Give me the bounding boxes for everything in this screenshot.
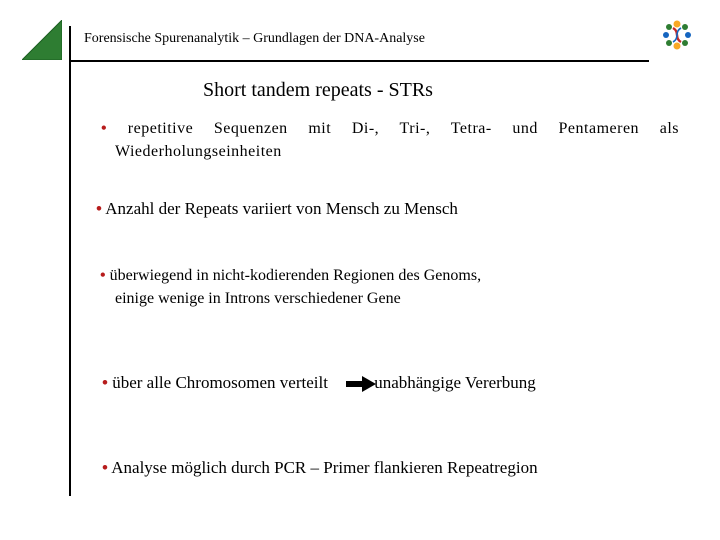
header-underline (69, 60, 649, 62)
bullet-item (96, 197, 458, 220)
bullet-text: überwiegend in nicht-kodierenden Regionen des Genoms, (109, 267, 482, 284)
bullet-dot: • (102, 373, 108, 392)
bullet-text-continued: Wiederholungseinheiten (115, 143, 282, 160)
bullet-dot: • (102, 458, 108, 477)
bullet-text: repetitive Sequenzen mit Di-, Tri-, Tetra- und Pentameren als (127, 120, 680, 137)
bullet-item (100, 264, 481, 310)
bullet-dot: • (101, 120, 108, 137)
right-arrow-icon (346, 376, 376, 392)
bullet-text-left: über alle Chromosomen verteilt (112, 373, 328, 392)
slide-title: Short tandem repeats - STRs (203, 79, 433, 101)
dna-logo-icon (660, 18, 694, 52)
bullet-text-right: unabhängige Vererbung (374, 373, 536, 392)
bullet-text: Analyse möglich durch PCR – Primer flankieren Repeatregion (111, 458, 538, 477)
vertical-divider (69, 26, 71, 496)
bullet-text-continued: einige wenige in Introns verschiedener Gene (115, 290, 401, 307)
bullet-text: Anzahl der Repeats variiert von Mensch zu Mensch (105, 199, 458, 218)
header-title: Forensische Spurenanalytik – Grundlagen der DNA-Analyse (84, 31, 425, 46)
bullet-item (102, 456, 538, 479)
corner-triangle-icon (22, 20, 62, 60)
bullet-item (101, 117, 679, 163)
bullet-dot: • (100, 267, 106, 284)
bullet-dot: • (96, 199, 102, 218)
bullet-item (102, 371, 536, 394)
